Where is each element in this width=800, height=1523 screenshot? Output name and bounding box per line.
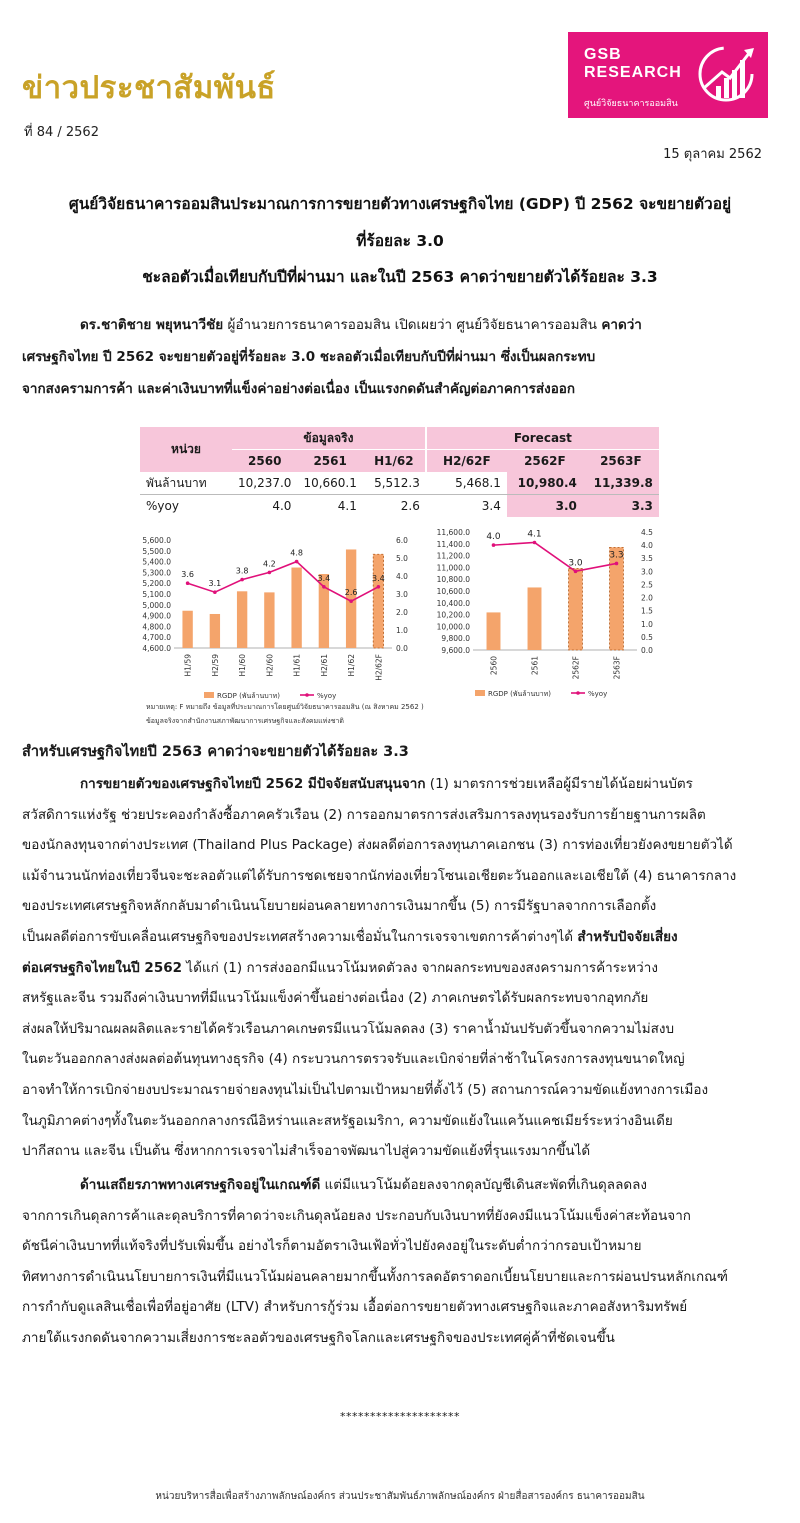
yoy-point — [268, 571, 272, 575]
y2-tick-label: 2.0 — [641, 593, 653, 603]
yoy-point — [574, 570, 578, 574]
risk-factors-heading-2: ต่อเศรษฐกิจไทยในปี 2562 — [22, 959, 183, 976]
table-cell: 10,237.0 — [238, 476, 292, 490]
table-row-label: %yoy — [146, 499, 179, 513]
table-col-header: 2561 — [313, 454, 347, 468]
intro-paragraph — [22, 309, 778, 405]
table-row — [140, 495, 659, 518]
yoy-data-label: 4.0 — [486, 532, 501, 543]
x-tick-label: H1/60 — [238, 654, 248, 677]
y-tick-label: 11,600.0 — [436, 528, 470, 537]
yoy-point — [492, 543, 496, 547]
yoy-data-label: 3.4 — [372, 573, 385, 583]
yoy-point — [295, 560, 299, 564]
yoy-point — [615, 562, 619, 566]
y2-tick-label: 0.0 — [396, 644, 408, 653]
stability-paragraph — [22, 1170, 778, 1354]
y-tick-label: 5,500.0 — [142, 546, 171, 556]
para-line: จากการเกินดุลการค้าและดุลบริการที่คาดว่าจะเกินดุลน้อยลง ประกอบกับเงินบาทที่ยังคงมีแนวโน้มแข็งค่าสะท้อนจาก — [22, 1207, 691, 1224]
y-tick-label: 11,200.0 — [436, 551, 470, 561]
publication-date: 15 ตุลาคม 2562 — [663, 147, 762, 162]
table-cell: 5,468.1 — [455, 476, 501, 490]
section-heading: สำหรับเศรษฐกิจไทยปี 2563 คาดว่าจะขยายตัวได้ร้อยละ 3.3 — [22, 744, 409, 760]
gsb-research-logo — [568, 32, 768, 118]
y-tick-label: 10,800.0 — [436, 575, 470, 585]
intro-line2: เศรษฐกิจไทย ปี 2562 จะขยายตัวอยู่ที่ร้อยละ 3.0 ชะลอตัวเมื่อเทียบกับปีที่ผ่านมา ซึ่งเป็นผลกระทบ — [22, 349, 596, 365]
x-tick-label: H1/61 — [292, 654, 302, 677]
x-tick-label: H2/62F — [374, 654, 384, 681]
chart-note-2: ข้อมูลจริงจากสำนักงานสภาพัฒนาการเศรษฐกิจและสังคมแห่งชาติ — [146, 717, 344, 725]
y2-tick-label: 6.0 — [396, 536, 408, 545]
para-line: การกำกับดูแลสินเชื่อเพื่อที่อยู่อาศัย (LTV) สำหรับการกู้ร่วม เอื้อต่อการขยายตัวทางเศรษฐกิจและภาคอสังหาริมทรัพย์ — [22, 1299, 688, 1316]
table-col-header: 2563F — [600, 454, 642, 468]
yoy-point — [377, 585, 381, 589]
x-tick-label: H1/62 — [347, 654, 357, 677]
yoy-point — [349, 599, 353, 603]
table-cell: 3.4 — [481, 499, 501, 513]
bar-H2/60 — [264, 592, 274, 648]
logo-line2: RESEARCH — [584, 64, 682, 81]
logo-line3: ศูนย์วิจัยธนาคารออมสิน — [584, 99, 678, 109]
para-line: ของประเทศเศรษฐกิจหลักกลับมาดำเนินนโยบายผ่อนคลายทางการเงินมากขึ้น (5) การมีรัฐบาลจากการเลือกตั้ง — [22, 898, 657, 915]
para-line: สหรัฐและจีน รวมถึงค่าเงินบาทที่มีแนวโน้มแข็งค่าขึ้นอย่างต่อเนื่อง (2) ภาคเกษตรได้รับผลกระทบจากอุทกภัย — [22, 990, 649, 1007]
intro-text-1: ผู้อำนวยการธนาคารออมสิน เปิดเผยว่า ศูนย์วิจัยธนาคารออมสิน — [223, 317, 602, 333]
y2-tick-label: 3.0 — [396, 590, 408, 599]
y2-tick-label: 5.0 — [396, 554, 408, 563]
table-row-label: พันล้านบาท — [146, 475, 207, 490]
table-cell: 5,512.3 — [374, 476, 420, 490]
x-tick-label: H2/61 — [319, 654, 329, 677]
intro-bold-1: คาดว่า — [601, 317, 642, 333]
annual-gdp-chart — [425, 524, 665, 710]
legend-swatch-bar — [475, 690, 485, 696]
x-tick-label: 2562F — [571, 656, 581, 680]
para-line: อาจทำให้การเบิกจ่ายงบประมาณรายจ่ายลงทุนไม่เป็นไปตามเป้าหมายที่ตั้งไว้ (5) สถานการณ์ความขัดแย้งทางการเมือง — [22, 1081, 709, 1098]
y2-tick-label: 2.0 — [396, 608, 408, 617]
yoy-point — [240, 578, 244, 582]
legend-label: %yoy — [317, 692, 337, 700]
y-tick-label: 5,200.0 — [142, 579, 171, 589]
legend-marker — [576, 691, 580, 695]
separator: ******************** — [340, 1410, 460, 1423]
table-actual-header: ข้อมูลจริง — [232, 427, 426, 450]
document-number: ที่ 84 / 2562 — [24, 125, 99, 140]
table-col-header: 2560 — [248, 454, 282, 468]
table-cell: 4.1 — [337, 499, 357, 513]
y2-tick-label: 4.0 — [396, 572, 408, 581]
y-tick-label: 4,600.0 — [142, 644, 171, 653]
y-tick-label: 4,800.0 — [142, 622, 171, 632]
yoy-data-label: 3.0 — [568, 558, 583, 569]
table-col-header: H1/62 — [374, 454, 414, 468]
x-tick-label: H2/59 — [210, 654, 220, 677]
yoy-point — [533, 541, 537, 545]
y-tick-label: 5,300.0 — [142, 568, 171, 578]
x-tick-label: H1/59 — [183, 654, 193, 677]
bar-H2/62F — [373, 554, 383, 648]
table-row — [140, 472, 659, 495]
x-tick-label: 2563F — [612, 656, 622, 680]
page-title: ข่าวประชาสัมพันธ์ — [22, 70, 276, 106]
table-cell: 4.0 — [272, 499, 292, 513]
para-line: แม้จำนวนนักท่องเที่ยวจีนจะชะลอตัวแต่ได้รับการชดเชยจากนักท่องเที่ยวโซนเอเชียตะวันออกและเอเชียใต้ (4) ธนาคารกลาง — [22, 867, 737, 884]
bar-H1/61 — [291, 568, 301, 648]
table-cell: 11,339.8 — [583, 472, 659, 495]
legend-label: %yoy — [588, 690, 608, 698]
table-unit-header: หน่วย — [140, 427, 232, 472]
yoy-line — [494, 542, 617, 571]
yoy-data-label: 3.3 — [609, 550, 624, 561]
yoy-point — [186, 581, 190, 585]
intro-line3: จากสงครามการค้า และค่าเงินบาทที่แข็งค่าอย่างต่อเนื่อง เป็นแรงกดดันสำคัญต่อภาคการส่งออก — [22, 381, 576, 397]
y2-tick-label: 0.5 — [641, 632, 653, 642]
para-line: ในภูมิภาคต่างๆทั้งในตะวันออกกลางกรณีอิหร่านและสหรัฐอเมริกา, ความขัดแย้งในแคว้นแคชเมียร์ระหว่างอินเดีย — [22, 1112, 673, 1129]
para-line: ดัชนีค่าเงินบาทที่แท้จริงที่ปรับเพิ่มขึ้น อย่างไรก็ตามอัตราเงินเฟ้อทั่วไปยังคงอยู่ในระดับต่ำกว่ากรอบเป้าหมาย — [22, 1238, 642, 1255]
table-cell: 10,660.1 — [303, 476, 357, 490]
y-tick-label: 4,900.0 — [142, 611, 171, 621]
table-cell: 3.3 — [583, 495, 659, 518]
yoy-data-label: 2.6 — [344, 588, 358, 598]
para-text: (1) มาตรการช่วยเหลือผู้มีรายได้น้อยผ่านบัตร — [425, 776, 693, 792]
bar-H1/60 — [237, 591, 247, 648]
yoy-data-label: 3.6 — [181, 570, 194, 580]
y-tick-label: 5,100.0 — [142, 590, 171, 599]
y-tick-label: 5,600.0 — [142, 536, 171, 545]
y-tick-label: 4,700.0 — [142, 633, 171, 643]
y-tick-label: 5,000.0 — [142, 600, 171, 610]
x-tick-label: 2561 — [530, 656, 540, 676]
table-cell: 2.6 — [400, 499, 420, 513]
table-col-header: 2562F — [524, 454, 566, 468]
y2-tick-label: 1.0 — [396, 626, 408, 635]
y-tick-label: 9,600.0 — [441, 646, 470, 655]
y-tick-label: 11,000.0 — [436, 563, 470, 573]
y2-tick-label: 4.5 — [641, 528, 653, 537]
bar-2562F — [569, 569, 583, 650]
risk-factors-heading: สำหรับปัจจัยเสี่ยง — [577, 928, 678, 945]
bar-H1/59 — [182, 611, 192, 648]
para-line: สวัสดิการแห่งรัฐ ช่วยประคองกำลังซื้อภาคครัวเรือน (2) การออกมาตรการส่งเสริมการลงทุนรองรับการย้ายฐานการผลิต — [22, 806, 706, 823]
yoy-data-label: 4.2 — [263, 559, 276, 569]
yoy-data-label: 4.8 — [290, 548, 303, 558]
yoy-data-label: 4.1 — [527, 529, 542, 540]
para-line: ในตะวันออกกลางส่งผลต่อต้นทุนทางธุรกิจ (4) กระบวนการตรวจรับและเบิกจ่ายที่ล่าช้าในโครงการลงทุนขนาดใหญ่ — [22, 1051, 685, 1068]
yoy-data-label: 3.1 — [208, 579, 222, 589]
yoy-data-label: 3.4 — [317, 573, 331, 583]
logo-line1: GSB — [584, 46, 622, 63]
headline-line1: ศูนย์วิจัยธนาคารออมสินประมาณการการขยายตัวทางเศรษฐกิจไทย (GDP) ปี 2562 จะขยายตัวอยู่ — [68, 195, 732, 213]
gdp-table — [140, 427, 659, 517]
para-text: ได้แก่ (1) การส่งออกมีแนวโน้มหดตัวลง จากผลกระทบของสงครามการค้าระหว่าง — [182, 959, 658, 976]
bar-2560 — [487, 612, 501, 650]
director-name: ดร.ชาติชาย พยุหนาวีชัย — [80, 317, 224, 333]
support-factors-heading: การขยายตัวของเศรษฐกิจไทยปี 2562 มีปัจจัยสนับสนุนจาก — [80, 776, 426, 792]
y-tick-label: 10,600.0 — [436, 587, 470, 596]
headline-line2: ที่ร้อยละ 3.0 — [356, 232, 444, 250]
y2-tick-label: 1.5 — [641, 606, 653, 616]
stability-heading: ด้านเสถียรภาพทางเศรษฐกิจอยู่ในเกณฑ์ดี — [80, 1177, 321, 1193]
table-col-header: H2/62F — [426, 450, 507, 473]
y-tick-label: 10,200.0 — [436, 610, 470, 620]
factors-paragraph — [22, 769, 778, 1167]
y-tick-label: 10,400.0 — [436, 598, 470, 608]
yoy-point — [322, 585, 326, 589]
chart-note-1: หมายเหตุ: F หมายถึง ข้อมูลที่ประมาณการโดยศูนย์วิจัยธนาคารออมสิน (ณ สิงหาคม 2562 ) — [146, 703, 424, 711]
headline-line3: ชะลอตัวเมื่อเทียบกับปีที่ผ่านมา และในปี 2563 คาดว่าขยายตัวได้ร้อยละ 3.3 — [142, 268, 658, 286]
bar-2561 — [528, 587, 542, 650]
legend-label: RGDP (พันล้านบาท) — [217, 692, 280, 700]
table-cell: 10,980.4 — [507, 472, 583, 495]
para-text: แต่มีแนวโน้มด้อยลงจากดุลบัญชีเดินสะพัดที่เกินดุลลดลง — [320, 1177, 647, 1193]
para-line: ส่งผลให้ปริมาณผลผลิตและรายได้ครัวเรือนภาคเกษตรมีแนวโน้มลดลง (3) ราคาน้ำมันปรับตัวขึ้นจากความไม่สงบ — [22, 1020, 675, 1037]
legend-label: RGDP (พันล้านบาท) — [488, 690, 551, 698]
footer: หน่วยบริหารสื่อเพื่อสร้างภาพลักษณ์องค์กร ส่วนประชาสัมพันธ์ภาพลักษณ์องค์กร ฝ่ายสื่อสารองค์กร ธนาคารออมสิน — [155, 1491, 645, 1502]
para-line: ของนักลงทุนจากต่างประเทศ (Thailand Plus Package) ส่งผลดีต่อการลงทุนภาคเอกชน (3) การท่องเที่ยวยังคงขยายตัวได้ — [22, 837, 733, 854]
y2-tick-label: 1.0 — [641, 619, 653, 629]
table-cell: 3.0 — [507, 495, 583, 518]
bar-H2/59 — [210, 614, 220, 648]
y-tick-label: 11,400.0 — [436, 539, 470, 549]
legend-swatch-bar — [204, 692, 214, 698]
y2-tick-label: 3.5 — [641, 554, 653, 564]
yoy-data-label: 3.8 — [235, 566, 249, 576]
para-line: ปากีสถาน และจีน เป็นต้น ซึ่งหากการเจรจาไม่สำเร็จอาจพัฒนาไปสู่ความขัดแย้งที่รุนแรงมากขึ้นได้ — [22, 1143, 591, 1160]
para-line: ภายใต้แรงกดดันจากความเสี่ยงการชะลอตัวของเศรษฐกิจโลกและเศรษฐกิจของประเทศคู่ค้าที่ชัดเจนขึ้น — [22, 1329, 615, 1346]
growth-arrow-icon — [696, 38, 760, 114]
y-tick-label: 9,800.0 — [441, 634, 470, 644]
y-tick-label: 10,000.0 — [436, 622, 470, 632]
y2-tick-label: 4.0 — [641, 541, 653, 551]
x-tick-label: 2560 — [489, 656, 499, 676]
legend-marker — [305, 693, 309, 697]
y2-tick-label: 2.5 — [641, 580, 653, 590]
x-tick-label: H2/60 — [265, 654, 275, 677]
y-tick-label: 5,400.0 — [142, 557, 171, 567]
half-year-gdp-chart — [138, 524, 420, 710]
table-forecast-header: Forecast — [426, 427, 659, 450]
para-text: เป็นผลดีต่อการขับเคลื่อนเศรษฐกิจของประเทศสร้างความเชื่อมั่นในการเจรจาเขตการค้าต่างๆได้ — [22, 928, 578, 945]
y2-tick-label: 0.0 — [641, 646, 653, 655]
yoy-point — [213, 590, 217, 594]
para-line: ทิศทางการดำเนินนโยบายการเงินที่มีแนวโน้มผ่อนคลายมากขึ้นทั้งการลดอัตราดอกเบี้ยนโยบายและการผ่อนปรนหลักเกณฑ์ — [22, 1268, 728, 1285]
y2-tick-label: 3.0 — [641, 567, 653, 577]
